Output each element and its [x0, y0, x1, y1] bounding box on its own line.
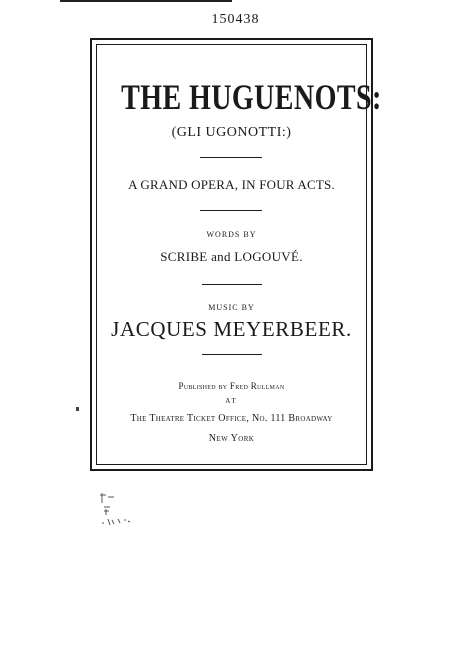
- divider-rule: [202, 354, 262, 355]
- catalog-number: 150438: [211, 12, 260, 27]
- library-stamp-mark: [98, 489, 158, 531]
- music-by-label: MUSIC BY: [208, 303, 255, 312]
- opera-title: THE HUGUENOTS:: [121, 77, 382, 117]
- divider-rule: [200, 210, 262, 211]
- divider-rule: [200, 157, 262, 158]
- opera-subtitle: (GLI UGONOTTI:): [171, 125, 292, 140]
- publisher-city: New York: [208, 433, 255, 444]
- opera-description: A GRAND OPERA, IN FOUR ACTS.: [128, 177, 335, 192]
- at-label: AT: [225, 397, 238, 405]
- librettists: SCRIBE and LOGOUVÉ.: [160, 249, 303, 264]
- margin-mark: [76, 407, 79, 411]
- publisher-address: The Theatre Ticket Office, No. 111 Broadway: [130, 413, 333, 424]
- divider-rule: [202, 284, 262, 285]
- top-edge-line: [60, 0, 232, 2]
- publisher-line: Published by Fred Rullman: [178, 381, 285, 391]
- words-by-label: WORDS BY: [206, 230, 257, 239]
- composer-name: JACQUES MEYERBEER.: [111, 317, 352, 341]
